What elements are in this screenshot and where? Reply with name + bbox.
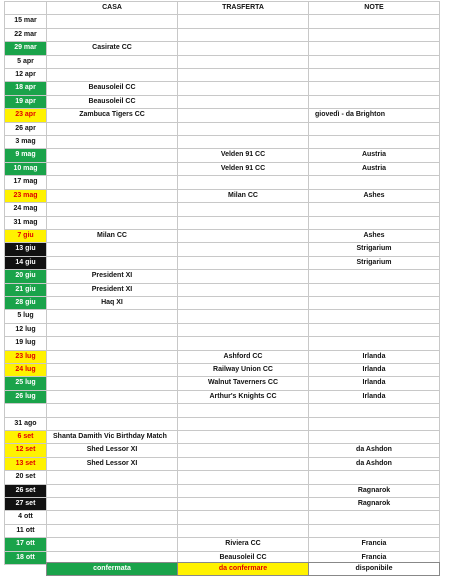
table-row xyxy=(5,511,440,524)
trasferta-cell xyxy=(178,109,309,122)
note-cell: Ashes xyxy=(309,229,440,242)
note-column-header: NOTE xyxy=(309,2,440,15)
casa-cell xyxy=(47,69,178,82)
table-row xyxy=(5,55,440,68)
table-row xyxy=(5,82,440,95)
casa-cell: Shanta Damith Vic Birthday Match xyxy=(47,430,178,443)
note-cell xyxy=(309,42,440,55)
note-cell xyxy=(309,82,440,95)
casa-cell xyxy=(47,55,178,68)
trasferta-cell: Walnut Taverners CC xyxy=(178,377,309,390)
casa-cell xyxy=(47,417,178,430)
date-cell: 13 set xyxy=(5,457,47,470)
table-row xyxy=(5,350,440,363)
trasferta-cell xyxy=(178,404,309,417)
date-cell: 9 mag xyxy=(5,149,47,162)
note-cell: Irlanda xyxy=(309,350,440,363)
date-cell: 19 apr xyxy=(5,95,47,108)
date-cell: 26 apr xyxy=(5,122,47,135)
date-cell: 24 mag xyxy=(5,203,47,216)
casa-cell xyxy=(47,350,178,363)
table-row xyxy=(5,28,440,41)
casa-cell xyxy=(47,176,178,189)
casa-cell: President XI xyxy=(47,270,178,283)
trasferta-cell xyxy=(178,444,309,457)
casa-cell xyxy=(47,216,178,229)
date-cell: 19 lug xyxy=(5,337,47,350)
trasferta-cell xyxy=(178,511,309,524)
trasferta-cell xyxy=(178,203,309,216)
note-cell: Ragnarok xyxy=(309,498,440,511)
note-cell: Ragnarok xyxy=(309,484,440,497)
casa-cell xyxy=(47,538,178,551)
date-cell: 24 lug xyxy=(5,363,47,376)
table-row xyxy=(5,457,440,470)
table-row xyxy=(5,538,440,551)
casa-cell xyxy=(47,149,178,162)
note-cell xyxy=(309,136,440,149)
trasferta-cell xyxy=(178,136,309,149)
note-cell: Austria xyxy=(309,162,440,175)
trasferta-cell xyxy=(178,310,309,323)
note-cell: Irlanda xyxy=(309,363,440,376)
casa-cell xyxy=(47,256,178,269)
table-row xyxy=(5,162,440,175)
casa-cell xyxy=(47,243,178,256)
casa-cell xyxy=(47,189,178,202)
trasferta-cell: Ashford CC xyxy=(178,350,309,363)
date-cell: 5 apr xyxy=(5,55,47,68)
note-cell: Francia xyxy=(309,551,440,564)
table-row xyxy=(5,189,440,202)
legend-disponibile: disponibile xyxy=(309,563,440,576)
note-cell: Irlanda xyxy=(309,377,440,390)
date-cell: 26 set xyxy=(5,484,47,497)
trasferta-cell xyxy=(178,42,309,55)
trasferta-column-header: TRASFERTA xyxy=(178,2,309,15)
date-cell: 10 mag xyxy=(5,162,47,175)
note-cell xyxy=(309,337,440,350)
table-row xyxy=(5,296,440,309)
casa-cell xyxy=(47,323,178,336)
table-row xyxy=(5,122,440,135)
legend-confermata: confermata xyxy=(47,563,178,576)
trasferta-cell xyxy=(178,82,309,95)
note-cell: Strigarium xyxy=(309,243,440,256)
trasferta-cell xyxy=(178,296,309,309)
casa-cell xyxy=(47,377,178,390)
legend-da-confermare: da confermare xyxy=(178,563,309,576)
note-cell: da Ashdon xyxy=(309,444,440,457)
casa-cell xyxy=(47,122,178,135)
note-cell: Ashes xyxy=(309,189,440,202)
date-cell: 23 apr xyxy=(5,109,47,122)
casa-cell: Shed Lessor XI xyxy=(47,444,178,457)
casa-cell xyxy=(47,136,178,149)
note-cell xyxy=(309,95,440,108)
note-cell: Austria xyxy=(309,149,440,162)
trasferta-cell xyxy=(178,270,309,283)
table-row xyxy=(5,430,440,443)
table-row xyxy=(5,417,440,430)
table-row xyxy=(5,109,440,122)
note-cell xyxy=(309,404,440,417)
date-cell: 13 giu xyxy=(5,243,47,256)
legend-row xyxy=(47,563,440,576)
table-row xyxy=(5,95,440,108)
table-row xyxy=(5,69,440,82)
trasferta-cell: Milan CC xyxy=(178,189,309,202)
note-cell xyxy=(309,15,440,28)
status-legend xyxy=(46,562,440,576)
casa-cell xyxy=(47,162,178,175)
note-cell: Irlanda xyxy=(309,390,440,403)
schedule-table xyxy=(4,1,440,565)
casa-cell: Beausoleil CC xyxy=(47,95,178,108)
date-cell: 14 giu xyxy=(5,256,47,269)
note-cell xyxy=(309,417,440,430)
trasferta-cell: Arthur's Knights CC xyxy=(178,390,309,403)
casa-cell xyxy=(47,404,178,417)
date-cell: 28 giu xyxy=(5,296,47,309)
casa-cell xyxy=(47,203,178,216)
date-cell: 26 lug xyxy=(5,390,47,403)
note-cell xyxy=(309,524,440,537)
date-cell: 6 set xyxy=(5,430,47,443)
date-cell: 31 ago xyxy=(5,417,47,430)
date-cell: 20 set xyxy=(5,471,47,484)
trasferta-cell: Beausoleil CC xyxy=(178,551,309,564)
note-cell: da Ashdon xyxy=(309,457,440,470)
trasferta-cell xyxy=(178,323,309,336)
table-row xyxy=(5,149,440,162)
date-cell: 31 mag xyxy=(5,216,47,229)
table-row xyxy=(5,15,440,28)
note-cell xyxy=(309,270,440,283)
trasferta-cell xyxy=(178,28,309,41)
trasferta-cell xyxy=(178,524,309,537)
date-cell: 21 giu xyxy=(5,283,47,296)
date-cell: 12 lug xyxy=(5,323,47,336)
note-cell xyxy=(309,216,440,229)
table-row xyxy=(5,256,440,269)
trasferta-cell: Velden 91 CC xyxy=(178,149,309,162)
date-cell: 15 mar xyxy=(5,15,47,28)
table-row xyxy=(5,484,440,497)
table-row xyxy=(5,270,440,283)
table-row xyxy=(5,203,440,216)
note-cell xyxy=(309,296,440,309)
note-cell xyxy=(309,283,440,296)
trasferta-cell xyxy=(178,15,309,28)
table-row xyxy=(5,390,440,403)
date-cell: 18 ott xyxy=(5,551,47,564)
note-cell xyxy=(309,511,440,524)
note-cell xyxy=(309,310,440,323)
note-cell xyxy=(309,28,440,41)
table-row xyxy=(5,337,440,350)
date-cell: 12 apr xyxy=(5,69,47,82)
trasferta-cell xyxy=(178,256,309,269)
trasferta-cell xyxy=(178,69,309,82)
trasferta-cell xyxy=(178,471,309,484)
note-cell xyxy=(309,55,440,68)
casa-cell: Shed Lessor XI xyxy=(47,457,178,470)
note-cell: Francia xyxy=(309,538,440,551)
table-row xyxy=(5,444,440,457)
casa-cell: Casirate CC xyxy=(47,42,178,55)
note-cell xyxy=(309,430,440,443)
date-cell: 20 giu xyxy=(5,270,47,283)
note-cell xyxy=(309,203,440,216)
date-cell: 23 mag xyxy=(5,189,47,202)
trasferta-cell xyxy=(178,484,309,497)
trasferta-cell xyxy=(178,430,309,443)
header-row xyxy=(5,2,440,15)
date-column-header xyxy=(5,2,47,15)
trasferta-cell xyxy=(178,122,309,135)
casa-cell xyxy=(47,390,178,403)
date-cell: 29 mar xyxy=(5,42,47,55)
table-row xyxy=(5,216,440,229)
trasferta-cell: Riviera CC xyxy=(178,538,309,551)
date-cell: 25 lug xyxy=(5,377,47,390)
casa-column-header: CASA xyxy=(47,2,178,15)
date-cell: 12 set xyxy=(5,444,47,457)
trasferta-cell xyxy=(178,283,309,296)
date-cell: 4 ott xyxy=(5,511,47,524)
casa-cell xyxy=(47,471,178,484)
note-cell: giovedì - da Brighton xyxy=(309,109,440,122)
date-cell: 5 lug xyxy=(5,310,47,323)
table-row xyxy=(5,229,440,242)
table-row xyxy=(5,377,440,390)
date-cell: 17 mag xyxy=(5,176,47,189)
trasferta-cell xyxy=(178,55,309,68)
table-row xyxy=(5,136,440,149)
casa-cell xyxy=(47,484,178,497)
casa-cell xyxy=(47,15,178,28)
trasferta-cell xyxy=(178,229,309,242)
note-cell xyxy=(309,323,440,336)
trasferta-cell xyxy=(178,417,309,430)
date-cell: 22 mar xyxy=(5,28,47,41)
date-cell: 17 ott xyxy=(5,538,47,551)
trasferta-cell: Railway Union CC xyxy=(178,363,309,376)
trasferta-cell xyxy=(178,95,309,108)
trasferta-cell xyxy=(178,337,309,350)
note-cell xyxy=(309,176,440,189)
casa-cell xyxy=(47,310,178,323)
table-row xyxy=(5,471,440,484)
schedule-body xyxy=(5,15,440,565)
trasferta-cell: Velden 91 CC xyxy=(178,162,309,175)
table-row xyxy=(5,283,440,296)
table-row xyxy=(5,310,440,323)
date-cell: 3 mag xyxy=(5,136,47,149)
trasferta-cell xyxy=(178,498,309,511)
trasferta-cell xyxy=(178,176,309,189)
casa-cell: President XI xyxy=(47,283,178,296)
trasferta-cell xyxy=(178,457,309,470)
note-cell xyxy=(309,122,440,135)
table-row xyxy=(5,176,440,189)
note-cell xyxy=(309,471,440,484)
date-cell: 11 ott xyxy=(5,524,47,537)
casa-cell: Haq XI xyxy=(47,296,178,309)
casa-cell: Beausoleil CC xyxy=(47,82,178,95)
casa-cell xyxy=(47,337,178,350)
casa-cell: Milan CC xyxy=(47,229,178,242)
table-row xyxy=(5,363,440,376)
table-row xyxy=(5,498,440,511)
table-row xyxy=(5,323,440,336)
casa-cell xyxy=(47,511,178,524)
table-row xyxy=(5,243,440,256)
trasferta-cell xyxy=(178,243,309,256)
casa-cell: Zambuca Tigers CC xyxy=(47,109,178,122)
date-cell: 27 set xyxy=(5,498,47,511)
date-cell: 18 apr xyxy=(5,82,47,95)
table-row xyxy=(5,404,440,417)
date-cell: 23 lug xyxy=(5,350,47,363)
casa-cell xyxy=(47,28,178,41)
date-cell: 7 giu xyxy=(5,229,47,242)
casa-cell xyxy=(47,498,178,511)
table-row xyxy=(5,524,440,537)
note-cell: Strigarium xyxy=(309,256,440,269)
table-row xyxy=(5,42,440,55)
trasferta-cell xyxy=(178,216,309,229)
casa-cell xyxy=(47,524,178,537)
note-cell xyxy=(309,69,440,82)
casa-cell xyxy=(47,363,178,376)
date-cell xyxy=(5,404,47,417)
